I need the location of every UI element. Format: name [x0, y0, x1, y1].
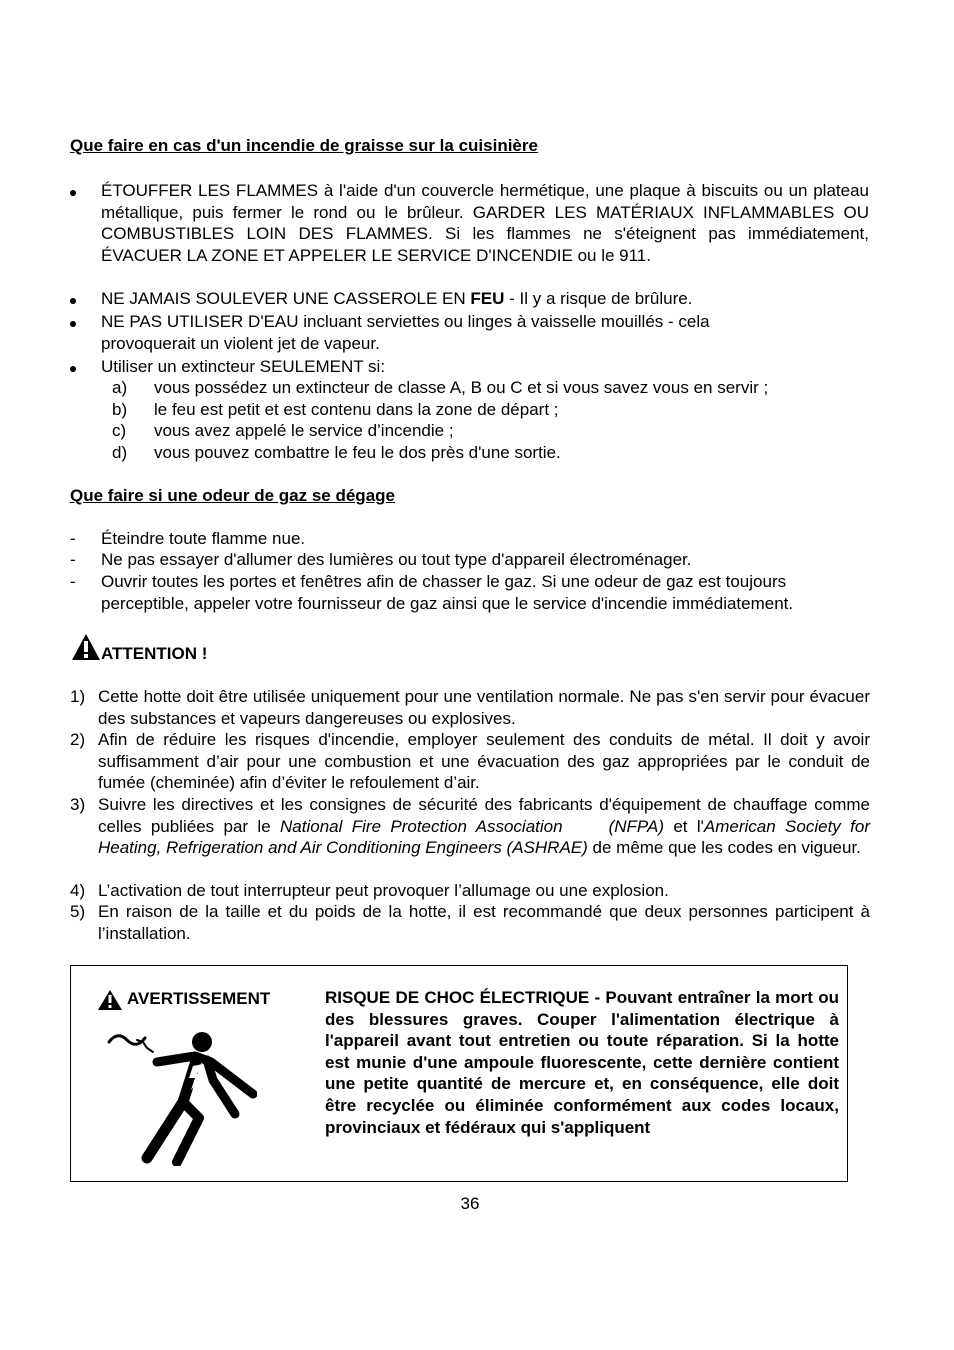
gas-item: Ouvrir toutes les portes et fenêtres afin de chasser le gaz. Si une odeur de gaz est toujours perceptible, appeler votre fournisseur de gaz ainsi que le service d'incendie immédiatement.	[101, 572, 794, 613]
warning-text: RISQUE DE CHOC ÉLECTRIQUE - Pouvant entraîner la mort ou des blessures graves. Couper l'alimentation électrique à l'appareil avant tout entretien ou toute réparation. Si la hotte est munie d'une ampoule fluorescente, cette dernière contient une petite quantité de mercure et, en conséquence, elle doit être recyclée ou éliminée conformément aux codes locaux, provinciaux et fédéraux qui s'appliquent	[325, 988, 839, 1137]
bullet-item-smother: ÉTOUFFER LES FLAMMES à l'aide d'un couvercle hermétique, une plaque à biscuits ou un plateau métallique, puis fermer le rond ou le brûleur. GARDER LES MATÉRIAUX INFLAMMABLES OU COMBUSTIBLES LOIN DES FLAMMES. Si les flammes ne s'éteignent pas immédiatement, ÉVACUER LA ZONE ET APPELER LE SERVICE D'INCENDIE ou le 911.	[101, 181, 869, 265]
attention-item-3: Suivre les directives et les consignes de sécurité des fabricants d'équipement de chauffage comme celles publiées par le National Fire Protection Association (NFPA) et l'American Society for Heating, Refrigeration and Air Conditioning Engineers (ASHRAE) de même que les codes en vigueur.	[98, 795, 871, 858]
dash-marker: -	[70, 529, 76, 548]
sub-item-letter: d)	[112, 443, 128, 462]
attention-item-4: L’activation de tout interrupteur peut provoquer l’allumage ou une explosion.	[98, 881, 669, 900]
warning-triangle-icon	[71, 633, 101, 661]
warning-triangle-icon	[97, 989, 123, 1011]
sub-item-text: vous avez appelé le service d’incendie ;	[154, 421, 454, 440]
electric-shock-icon	[107, 1026, 257, 1166]
sub-item-text: vous possédez un extincteur de classe A, B ou C et si vous savez vous en servir ;	[154, 378, 769, 397]
sub-item-letter: a)	[112, 378, 128, 397]
item-number: 3)	[70, 795, 86, 814]
gas-item: Éteindre toute flamme nue.	[101, 529, 306, 548]
bullet-dot	[70, 356, 80, 378]
warning-label: AVERTISSEMENT	[127, 989, 271, 1008]
dash-marker: -	[70, 550, 76, 569]
item-number: 5)	[70, 902, 86, 921]
section-heading-gas-odor: Que faire si une odeur de gaz se dégage	[70, 486, 395, 505]
bullet-item-never-lift: NE JAMAIS SOULEVER UNE CASSEROLE EN FEU - Il y a risque de brûlure.	[101, 289, 693, 308]
attention-item-2: Afin de réduire les risques d'incendie, employer seulement des conduits de métal. Il doit y avoir suffisamment d’air pour une combustion et une évacuation des gaz appropriées par le conduit de fumée (cheminée) afin d’éviter le refoulement d’air.	[98, 730, 870, 793]
section-heading-grease-fire: Que faire en cas d'un incendie de graisse sur la cuisinière	[70, 136, 538, 155]
item-number: 1)	[70, 687, 86, 706]
bullet-item-extinguisher: Utiliser un extincteur SEULEMENT si:	[101, 357, 386, 376]
gas-item: Ne pas essayer d'allumer des lumières ou tout type d'appareil électroménager.	[101, 550, 692, 569]
sub-item-text: le feu est petit et est contenu dans la zone de départ ;	[154, 400, 559, 419]
item-number: 2)	[70, 730, 86, 749]
page-number: 36	[460, 1194, 480, 1213]
sub-item-letter: b)	[112, 400, 128, 419]
sub-item-text: vous pouvez combattre le feu le dos près d'une sortie.	[154, 443, 561, 462]
attention-label: ATTENTION !	[101, 644, 208, 663]
bullet-dot	[70, 288, 80, 310]
attention-item-1: Cette hotte doit être utilisée uniquement pour une ventilation normale. Ne pas s'en servir pour évacuer des substances et vapeurs dangereuses ou explosives.	[98, 687, 870, 728]
attention-item-5: En raison de la taille et du poids de la hotte, il est recommandé que deux personnes participent à l’installation.	[98, 902, 870, 943]
bullet-dot	[70, 311, 80, 333]
dash-marker: -	[70, 572, 76, 591]
warning-box	[70, 965, 848, 1182]
item-number: 4)	[70, 881, 86, 900]
sub-item-letter: c)	[112, 421, 127, 440]
bullet-item-no-water: NE PAS UTILISER D'EAU incluant serviettes ou linges à vaisselle mouillés - cela provoquerait un violent jet de vapeur.	[101, 312, 710, 353]
bullet-dot	[70, 180, 80, 202]
